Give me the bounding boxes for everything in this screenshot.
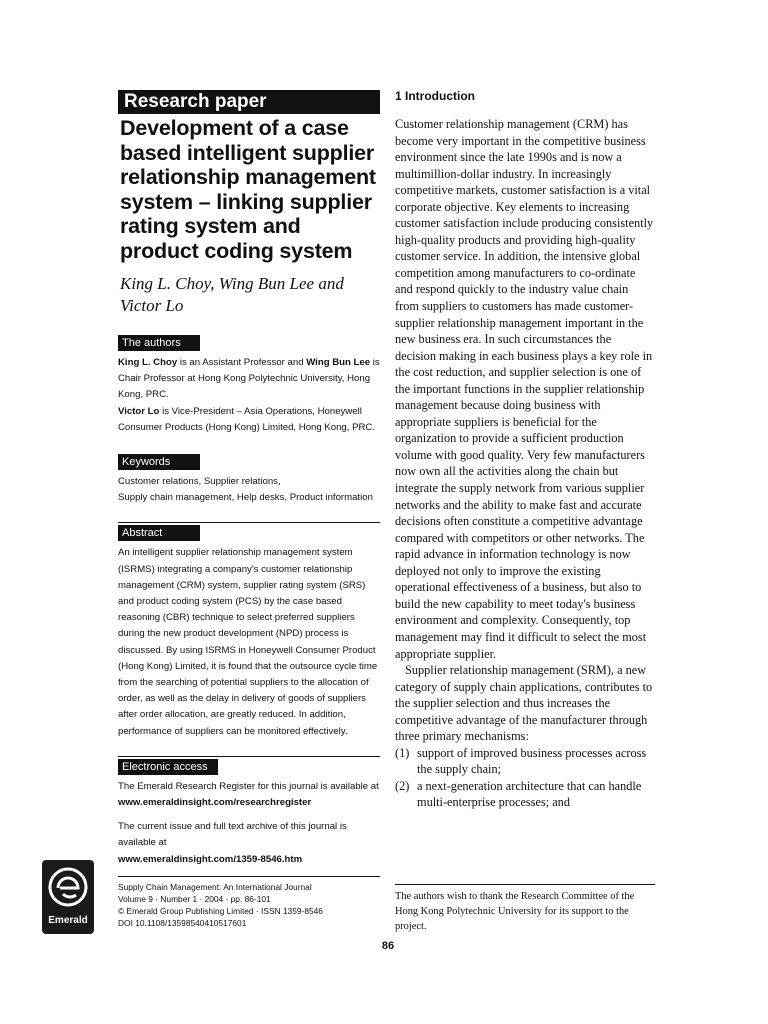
author2-name: Wing Bun Lee	[306, 357, 371, 368]
electronic-access-label: Electronic access	[118, 759, 218, 775]
research-register-link[interactable]: www.emeraldinsight.com/researchregister	[118, 797, 312, 809]
journal-doi: DOI 10.1108/13598540410517601	[118, 918, 247, 929]
electronic-access-text-1: The Emerald Research Register for this journal is available at	[118, 780, 379, 792]
emerald-logo-icon	[42, 860, 94, 916]
authors-section	[118, 333, 380, 436]
research-paper-label: Research paper	[118, 90, 380, 114]
authors-section-label: The authors	[118, 335, 200, 351]
page-number: 86	[381, 940, 395, 952]
author1-name: King L. Choy	[118, 357, 178, 368]
abstract-text: An intelligent supplier relationship management system (ISRMS) integrating a company's customer relationship management (CRM) system, supplier rating system (SRS) and product coding system (PCS) by the case based reasoning (CBR) technique to select preferred suppliers during the new product development (NPD) process is discussed. By using ISRMS in Honeywell Consumer Product (Hong Kong) Limited, it is found that the outsource cycle time from the searching of potential suppliers to the allocation of order, as well as the delay in delivery of goods of suppliers after order allocation, are greatly reduced. In addition, performance of suppliers can be monitored effectively.	[118, 547, 378, 737]
keywords-section-body	[118, 474, 380, 506]
journal-name: Supply Chain Management: An International Journal	[118, 881, 312, 892]
introduction-heading: 1 Introduction	[395, 89, 475, 103]
list-item-number: (1)	[395, 745, 410, 760]
electronic-access-section	[118, 756, 380, 868]
electronic-access-body	[118, 779, 380, 868]
journal-copyright: © Emerald Group Publishing Limited · ISSN 1359-8546	[118, 906, 323, 917]
journal-archive-link[interactable]: www.emeraldinsight.com/1359-8546.htm	[118, 853, 303, 865]
left-column	[118, 90, 380, 930]
author3-name: Victor Lo	[118, 405, 160, 417]
keywords-section-label: Keywords	[118, 454, 200, 470]
introduction-body	[395, 116, 655, 811]
emerald-logo-text: Emerald	[48, 915, 88, 926]
mechanism-list	[395, 745, 655, 811]
abstract-section-label: Abstract	[118, 525, 200, 541]
electronic-access-text-2: The current issue and full text archive of this journal is available at	[118, 821, 347, 849]
author2-text: is Chair Professor at Hong Kong Polytechnic University, Hong Kong, PRC.	[118, 357, 380, 401]
list-item-text: a next-generation architecture that can handle multi-enterprise processes; and	[417, 778, 642, 810]
introduction-paragraph-1: Customer relationship management (CRM) has become very important in the competitive business environment since the late 1990s and is now a multimillion-dollar industry. In increasingly competitive markets, customer satisfaction is a vital corporate objective. Key elements to increasing customer satisfaction include producing consistently high-quality products and providing high-quality customer service. In addition, the intensive global competition among manufacturers to co-ordinate and respond quickly to the industry value chain from suppliers to customers has made customer-supplier relationship management important in the new business era. In such circumstances the decision making in each business plays a key role in the cost reduction, and supplier selection is one of the important functions in the supplier relationship management because doing business with appropriate suppliers is beneficial for the organization to provide a sufficient production volume with good quality. Very few manufacturers now own all the activities along the chain but integrate the supply network from various supplier networks and the ability to make fast and accurate decisions often constitute a competitive advantage compared with competitors or other networks. The rapid advance in information technology is now deployed not only to improve the existing operational effectiveness of a business, but also to build the new capability to meet today's business environment and complexity. Consequently, top management may find it difficult to select the most appropriate supplier.	[395, 117, 654, 661]
authors-section-body	[118, 355, 380, 436]
keywords-section	[118, 452, 380, 506]
list-item	[395, 745, 655, 778]
keywords-line-1: Customer relations, Supplier relations,	[118, 476, 281, 488]
author-list: King L. Choy, Wing Bun Lee and Victor Lo	[120, 274, 344, 315]
journal-info	[118, 876, 380, 930]
list-item	[395, 778, 655, 811]
keywords-line-2: Supply chain management, Help desks, Product information	[118, 492, 373, 504]
introduction-paragraph-2: Supplier relationship management (SRM), a new category of supply chain applications, contributes to the supplier selection and thus increases the competitive advantage of the manufacturer through three primary mechanisms:	[395, 663, 653, 744]
emerald-logo	[42, 860, 94, 934]
acknowledgement-footnote: The authors wish to thank the Research Committee of the Hong Kong Polytechnic University for its support to the project.	[395, 884, 655, 934]
author3-text: is Vice-President – Asia Operations, Honeywell Consumer Products (Hong Kong) Limited, Hong Kong, PRC.	[118, 405, 376, 433]
right-column	[395, 88, 655, 811]
list-item-number: (2)	[395, 778, 410, 793]
author1-text: is an Assistant Professor and	[177, 357, 307, 368]
paper-title: Development of a case based intelligent supplier relationship management system – linking supplier rating system and product coding system	[120, 116, 376, 263]
journal-volume: Volume 9 · Number 1 · 2004 · pp. 86-101	[118, 894, 271, 905]
abstract-section-body	[118, 545, 380, 739]
abstract-section	[118, 522, 380, 739]
list-item-text: support of improved business processes across the supply chain;	[417, 745, 647, 777]
